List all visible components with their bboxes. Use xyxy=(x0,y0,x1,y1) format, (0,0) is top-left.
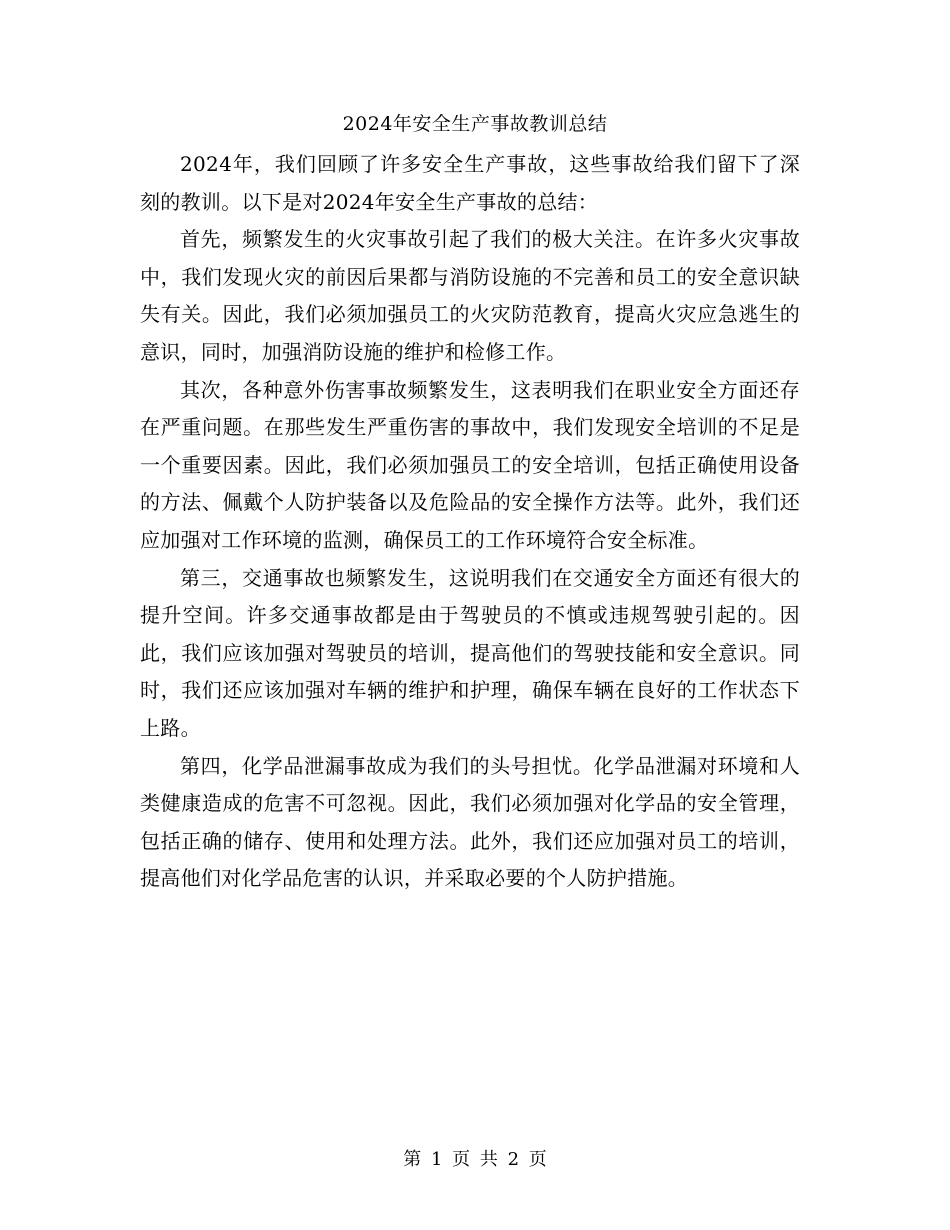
paragraph-chemical-leaks: 第四，化学品泄漏事故成为我们的头号担忧。化学品泄漏对环境和人类健康造成的危害不可忽视。因此，我们必须加强对化学品的安全管理，包括正确的储存、使用和处理方法。此外，我们还应加强对员工的培训，提高他们对化学品危害的认识，并采取必要的个人防护措施。 xyxy=(140,753,800,891)
document-body xyxy=(140,146,800,898)
paragraph-fire-accidents: 首先，频繁发生的火灾事故引起了我们的极大关注。在许多火灾事故中，我们发现火灾的前因后果都与消防设施的不完善和员工的安全意识缺失有关。因此，我们必须加强员工的火灾防范教育，提高火灾应急逃生的意识，同时，加强消防设施的维护和检修工作。 xyxy=(140,227,800,364)
document-title: 2024年安全生产事故教训总结 xyxy=(342,113,608,135)
page-footer: 第 1 页 共 2 页 xyxy=(403,1149,547,1170)
paragraph-traffic-accidents: 第三，交通事故也频繁发生，这说明我们在交通安全方面还有很大的提升空间。许多交通事故都是由于驾驶员的不慎或违规驾驶引起的。因此，我们应该加强对驾驶员的培训，提高他们的驾驶技能和安全意识。同时，我们还应该加强对车辆的维护和护理，确保车辆在良好的工作状态下上路。 xyxy=(140,565,800,740)
paragraph-intro: 2024年，我们回顾了许多安全生产事故，这些事故给我们留下了深刻的教训。以下是对2024年安全生产事故的总结： xyxy=(140,152,800,214)
paragraph-injury-accidents: 其次，各种意外伤害事故频繁发生，这表明我们在职业安全方面还存在严重问题。在那些发生严重伤害的事故中，我们发现安全培训的不足是一个重要因素。因此，我们必须加强员工的安全培训，包括正确使用设备的方法、佩戴个人防护装备以及危险品的安全操作方法等。此外，我们还应加强对工作环境的监测，确保员工的工作环境符合安全标准。 xyxy=(140,377,800,552)
